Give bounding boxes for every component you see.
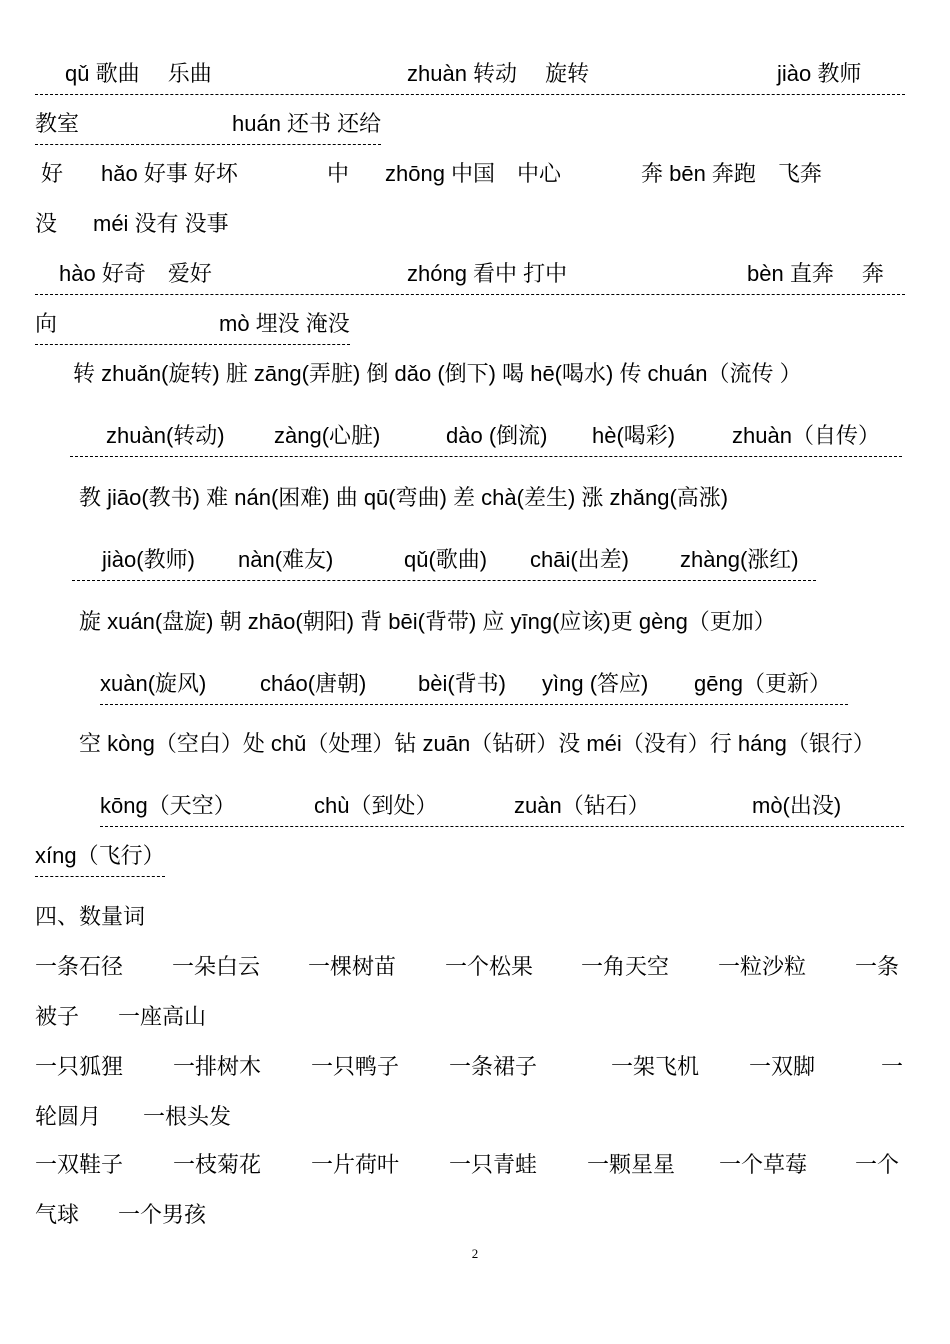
polyphone-zhong-2: zhóng 看中 打中	[407, 261, 568, 286]
polyphone-zhong: zhōng 中国 中心	[385, 161, 562, 186]
answer-zhuan: zhuàn(转动)	[106, 423, 225, 448]
polyphone-b-row-1b	[70, 416, 902, 457]
polyphone-huan: huán 还书 还给	[232, 104, 381, 145]
measure-item: 一座高山	[118, 1005, 207, 1030]
polyphone-b-row-4c	[35, 836, 905, 876]
measure-item: 气球	[35, 1203, 80, 1228]
section-heading	[35, 898, 905, 938]
answer-zuan: zuàn（钻石）	[514, 793, 650, 818]
answer-bei: bèi(背书)	[418, 671, 507, 696]
measure-item: 一个	[855, 1153, 900, 1178]
measure-item: 一颗星星	[587, 1153, 676, 1178]
polyphone-row-4	[35, 204, 905, 244]
answer-he: hè(喝彩)	[592, 423, 676, 448]
measure-item: 一只狐狸	[35, 1055, 124, 1080]
heading-measure-words: 四、数量词	[35, 905, 146, 930]
measure-line-2	[35, 1048, 905, 1088]
measure-item: 一双鞋子	[35, 1153, 124, 1178]
measure-line-3b	[35, 1196, 905, 1236]
answer-zhang: zhàng(涨红)	[680, 547, 799, 572]
char-mei: 没	[35, 211, 58, 236]
word-xiang: 向	[35, 304, 217, 345]
polyphone-b-row-3	[35, 602, 905, 642]
answer-zang: zàng(心脏)	[274, 423, 381, 448]
measure-line-1	[35, 948, 905, 988]
measure-item: 一棵树苗	[308, 955, 397, 980]
page-number: 2	[471, 1246, 479, 1261]
polyphone-hao: hǎo 好事 好坏	[101, 161, 238, 186]
polyphone-b-row-4b	[100, 786, 904, 827]
polyphone-mei: méi 没有 没事	[93, 211, 229, 236]
polyphone-jiao: jiào 教师	[777, 61, 862, 86]
answer-mo: mò(出没)	[752, 793, 842, 818]
measure-item: 一只青蛙	[449, 1153, 538, 1178]
polyphone-row-3	[35, 154, 905, 194]
answer-chai: chāi(出差)	[530, 547, 630, 572]
polyphone-zhuan: zhuàn 转动 旋转	[407, 61, 590, 86]
measure-line-2b	[35, 1098, 905, 1138]
answer-nan: nàn(难友)	[238, 547, 334, 572]
polyphone-b-line-1: 转 zhuǎn(旋转) 脏 zāng(弄脏) 倒 dǎo (倒下) 喝 hē(喝水) 传 chuán（流传 ）	[73, 361, 802, 386]
polyphone-ben: 奔 bēn 奔跑 飞奔	[641, 161, 822, 186]
measure-line-1b	[35, 998, 905, 1038]
polyphone-b-row-2b	[72, 540, 816, 581]
measure-item: 一枝菊花	[173, 1153, 262, 1178]
polyphone-b-line-2: 教 jiāo(教书) 难 nán(困难) 曲 qū(弯曲) 差 chà(差生) 涨 zhǎng(高涨)	[79, 485, 729, 510]
word-jiaoshi: 教室	[35, 104, 230, 145]
answer-jiao: jiào(教师)	[102, 547, 195, 572]
measure-item: 一根头发	[143, 1105, 232, 1130]
polyphone-b-line-4: 空 kòng（空白）处 chǔ（处理）钻 zuān（钻研）没 méi（没有）行 háng（银行）	[79, 731, 875, 756]
answer-ying: yìng (答应)	[542, 671, 649, 696]
polyphone-row-2	[35, 104, 905, 144]
polyphone-b-row-3b	[100, 664, 848, 705]
measure-item: 一条石径	[35, 955, 124, 980]
answer-xuan: xuàn(旋风)	[100, 671, 207, 696]
answer-zhuan-2: zhuàn（自传）	[732, 423, 880, 448]
answer-qu: qǔ(歌曲)	[404, 547, 488, 572]
measure-item: 一朵白云	[172, 955, 261, 980]
measure-item: 一只鸭子	[311, 1055, 400, 1080]
answer-geng: gēng（更新）	[694, 671, 831, 696]
polyphone-row-6	[35, 304, 905, 344]
polyphone-row-1	[35, 54, 905, 95]
polyphone-b-row-1	[35, 354, 905, 394]
char-zhong: 中	[327, 161, 350, 186]
measure-item: 一条裙子	[449, 1055, 538, 1080]
measure-item: 轮圆月	[35, 1105, 102, 1130]
answer-chu: chù（到处）	[314, 793, 438, 818]
answer-xing: xíng（飞行）	[35, 836, 165, 877]
polyphone-b-line-3: 旋 xuán(盘旋) 朝 zhāo(朝阳) 背 bēi(背带) 应 yīng(应该)更 gèng（更加）	[79, 609, 776, 634]
measure-item: 一排树木	[173, 1055, 262, 1080]
measure-item: 一个男孩	[118, 1203, 207, 1228]
polyphone-row-5	[35, 254, 905, 295]
polyphone-b-row-2	[35, 478, 905, 518]
polyphone-hao-4: hào 好奇 爱好	[59, 261, 212, 286]
measure-item: 一片荷叶	[311, 1153, 400, 1178]
polyphone-ben-4: bèn 直奔 奔	[747, 261, 884, 286]
measure-item: 一架飞机	[611, 1055, 700, 1080]
measure-item: 一双脚	[749, 1055, 816, 1080]
measure-item: 一个松果	[445, 955, 534, 980]
polyphone-qu: qǔ 歌曲 乐曲	[65, 61, 212, 86]
measure-item: 一角天空	[581, 955, 670, 980]
measure-line-3	[35, 1146, 905, 1186]
measure-item: 被子	[35, 1005, 80, 1030]
answer-kong: kōng（天空）	[100, 793, 236, 818]
measure-item: 一个草莓	[719, 1153, 808, 1178]
measure-item: 一粒沙粒	[718, 955, 807, 980]
polyphone-mo: mò 埋没 淹没	[219, 304, 350, 345]
answer-dao: dào (倒流)	[446, 423, 548, 448]
answer-chao: cháo(唐朝)	[260, 671, 367, 696]
measure-item: 一	[881, 1055, 904, 1080]
polyphone-b-row-4	[35, 724, 905, 764]
measure-item: 一条	[855, 955, 900, 980]
char-hao: 好	[41, 161, 64, 186]
